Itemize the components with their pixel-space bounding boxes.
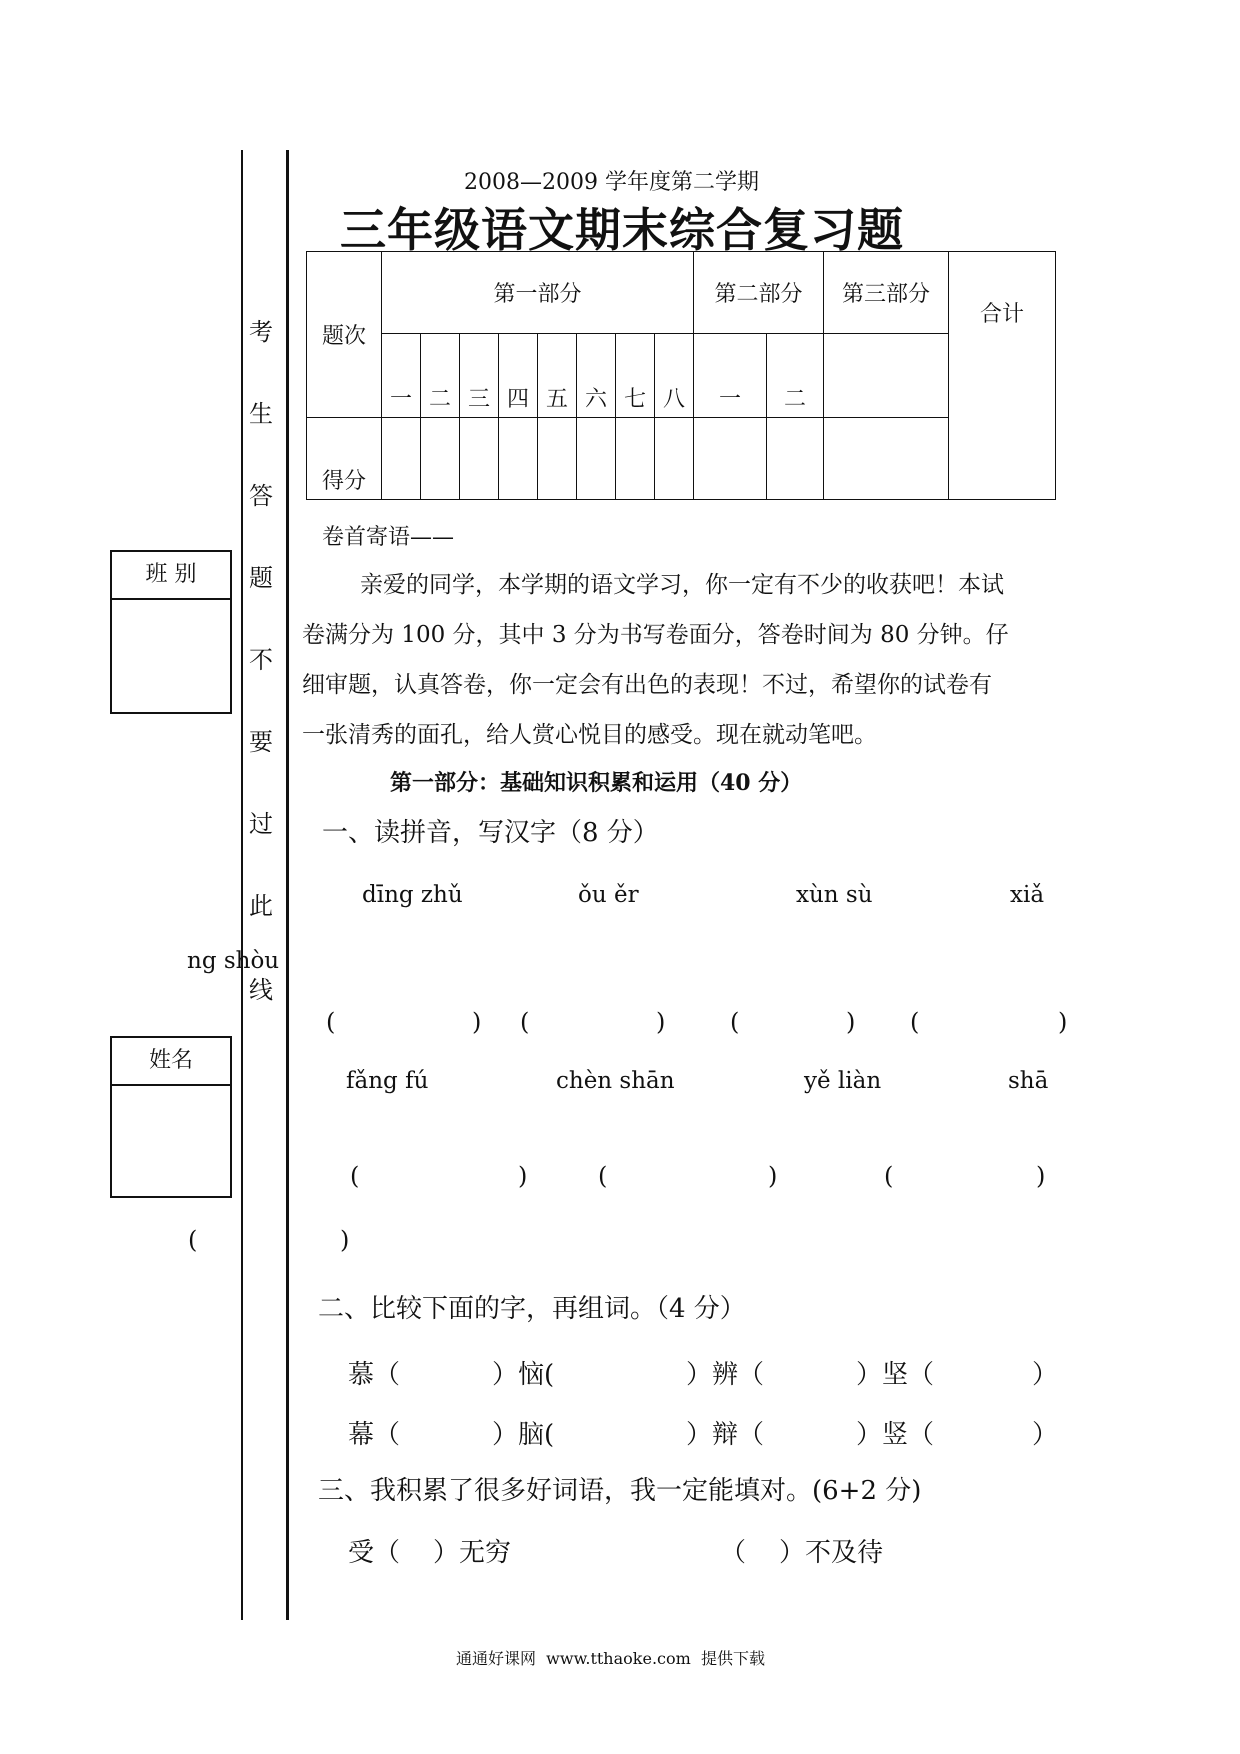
answer-close: )	[1036, 1162, 1046, 1190]
answer-close: )	[1058, 1008, 1068, 1036]
pinyin: chèn shān	[556, 1068, 675, 1094]
name-field[interactable]	[112, 1086, 230, 1194]
answer-close: )	[518, 1162, 528, 1190]
q2-cell: ）	[1032, 1420, 1059, 1450]
col-cell: 四	[499, 334, 538, 418]
warning-char: 答	[249, 482, 273, 510]
q2-cell: ）竖（	[856, 1420, 935, 1450]
pinyin: yě liàn	[804, 1068, 882, 1094]
pinyin: fǎng fú	[346, 1068, 429, 1094]
q2-cell: ）	[1032, 1360, 1059, 1390]
answer-open: (	[598, 1162, 608, 1190]
warning-char: 线	[249, 976, 273, 1004]
score-cell[interactable]	[616, 418, 655, 500]
col-cell: 一	[694, 334, 767, 418]
q3-item: 受（ ）无穷	[348, 1538, 512, 1568]
answer-open: (	[350, 1162, 360, 1190]
score-cell[interactable]	[824, 418, 949, 500]
intro-line: 细审题，认真答卷，你一定会有出色的表现！不过，希望你的试卷有	[302, 672, 992, 698]
answer-close: )	[846, 1008, 856, 1036]
col-cell: 二	[421, 334, 460, 418]
part3-header: 第三部分	[824, 252, 949, 334]
term-text: 2008—2009 学年度第二学期	[464, 170, 759, 195]
binding-line-right	[286, 150, 289, 1620]
pinyin: xùn sù	[796, 882, 873, 908]
score-cell[interactable]	[767, 418, 824, 500]
part2-header: 第二部分	[694, 252, 824, 334]
warning-char: 不	[249, 646, 273, 674]
intro-line: 一张清秀的面孔，给人赏心悦目的感受。现在就动笔吧。	[302, 722, 877, 748]
q2-cell: 慕（	[348, 1360, 401, 1390]
q2-cell: ）脑(	[492, 1420, 555, 1450]
score-cell[interactable]	[382, 418, 421, 500]
total-header: 合计	[949, 252, 1056, 500]
score-cell[interactable]	[577, 418, 616, 500]
score-label-cell: 得分	[307, 418, 382, 500]
item-label-cell	[307, 252, 382, 418]
col-cell: 一	[382, 334, 421, 418]
col-cell: 三	[460, 334, 499, 418]
col-cell: 二	[767, 334, 824, 418]
score-cell[interactable]	[655, 418, 694, 500]
answer-open: (	[326, 1008, 336, 1036]
pinyin: xiǎ	[1010, 882, 1045, 908]
part1-header: 第一部分	[382, 252, 694, 334]
answer-close: )	[340, 1226, 350, 1254]
q3-item: （ ）不及待	[720, 1538, 884, 1568]
intro-line: 亲爱的同学，本学期的语文学习，你一定有不少的收获吧！本试	[360, 572, 1004, 598]
class-box	[110, 550, 232, 714]
answer-close: )	[656, 1008, 666, 1036]
score-cell[interactable]	[694, 418, 767, 500]
score-cell[interactable]	[421, 418, 460, 500]
item-label: 题次	[321, 324, 366, 349]
warning-char: 过	[249, 810, 273, 838]
col-cell: 六	[577, 334, 616, 418]
name-box	[110, 1036, 232, 1198]
intro-heading: 卷首寄语——	[322, 525, 455, 550]
score-cell[interactable]	[460, 418, 499, 500]
footer-source: 通通好课网 www.tthaoke.com 提供下载	[456, 1649, 765, 1668]
intro-line: 卷满分为 100 分，其中 3 分为书写卷面分，答卷时间为 80 分钟。仔	[302, 622, 1009, 648]
col-cell: 七	[616, 334, 655, 418]
answer-open: (	[884, 1162, 894, 1190]
col-cell: 五	[538, 334, 577, 418]
q1-title: 一、读拼音，写汉字（8 分）	[322, 818, 659, 848]
class-field[interactable]	[112, 600, 230, 710]
answer-close: )	[768, 1162, 778, 1190]
pinyin: ǒu ěr	[578, 882, 639, 908]
part3-blank	[824, 334, 949, 418]
q3-title: 三、我积累了很多好词语，我一定能填对。(6+2 分)	[318, 1476, 922, 1506]
q2-cell: ）坚（	[856, 1360, 935, 1390]
score-cell[interactable]	[538, 418, 577, 500]
warning-char: 要	[249, 728, 273, 756]
q2-cell: ）恼(	[492, 1360, 555, 1390]
col-cell: 八	[655, 334, 694, 418]
pinyin: dīng zhǔ	[362, 882, 463, 908]
warning-char: 此	[249, 892, 273, 920]
q2-cell: 幕（	[348, 1420, 401, 1450]
answer-open: (	[520, 1008, 530, 1036]
warning-char: 生	[249, 400, 273, 428]
warning-char: 考	[249, 318, 273, 346]
pinyin: shā	[1008, 1068, 1049, 1094]
stray-paren: (	[188, 1226, 198, 1254]
answer-close: )	[472, 1008, 482, 1036]
q2-title: 二、比较下面的字，再组词。（4 分）	[318, 1294, 746, 1324]
score-cell[interactable]	[499, 418, 538, 500]
answer-open: (	[910, 1008, 920, 1036]
part1-title: 第一部分：基础知识积累和运用（40 分）	[390, 770, 803, 796]
q2-cell: ）辨（	[686, 1360, 765, 1390]
q2-cell: ）辩（	[686, 1420, 765, 1450]
class-label: 班 别	[112, 552, 230, 600]
binding-line-left	[241, 150, 243, 1620]
page-title: 三年级语文期末综合复习题	[340, 203, 904, 257]
name-label: 姓名	[112, 1038, 230, 1086]
stray-pinyin: ng shòu	[187, 948, 280, 974]
answer-open: (	[730, 1008, 740, 1036]
warning-char: 题	[249, 564, 273, 592]
score-table	[306, 251, 1056, 500]
